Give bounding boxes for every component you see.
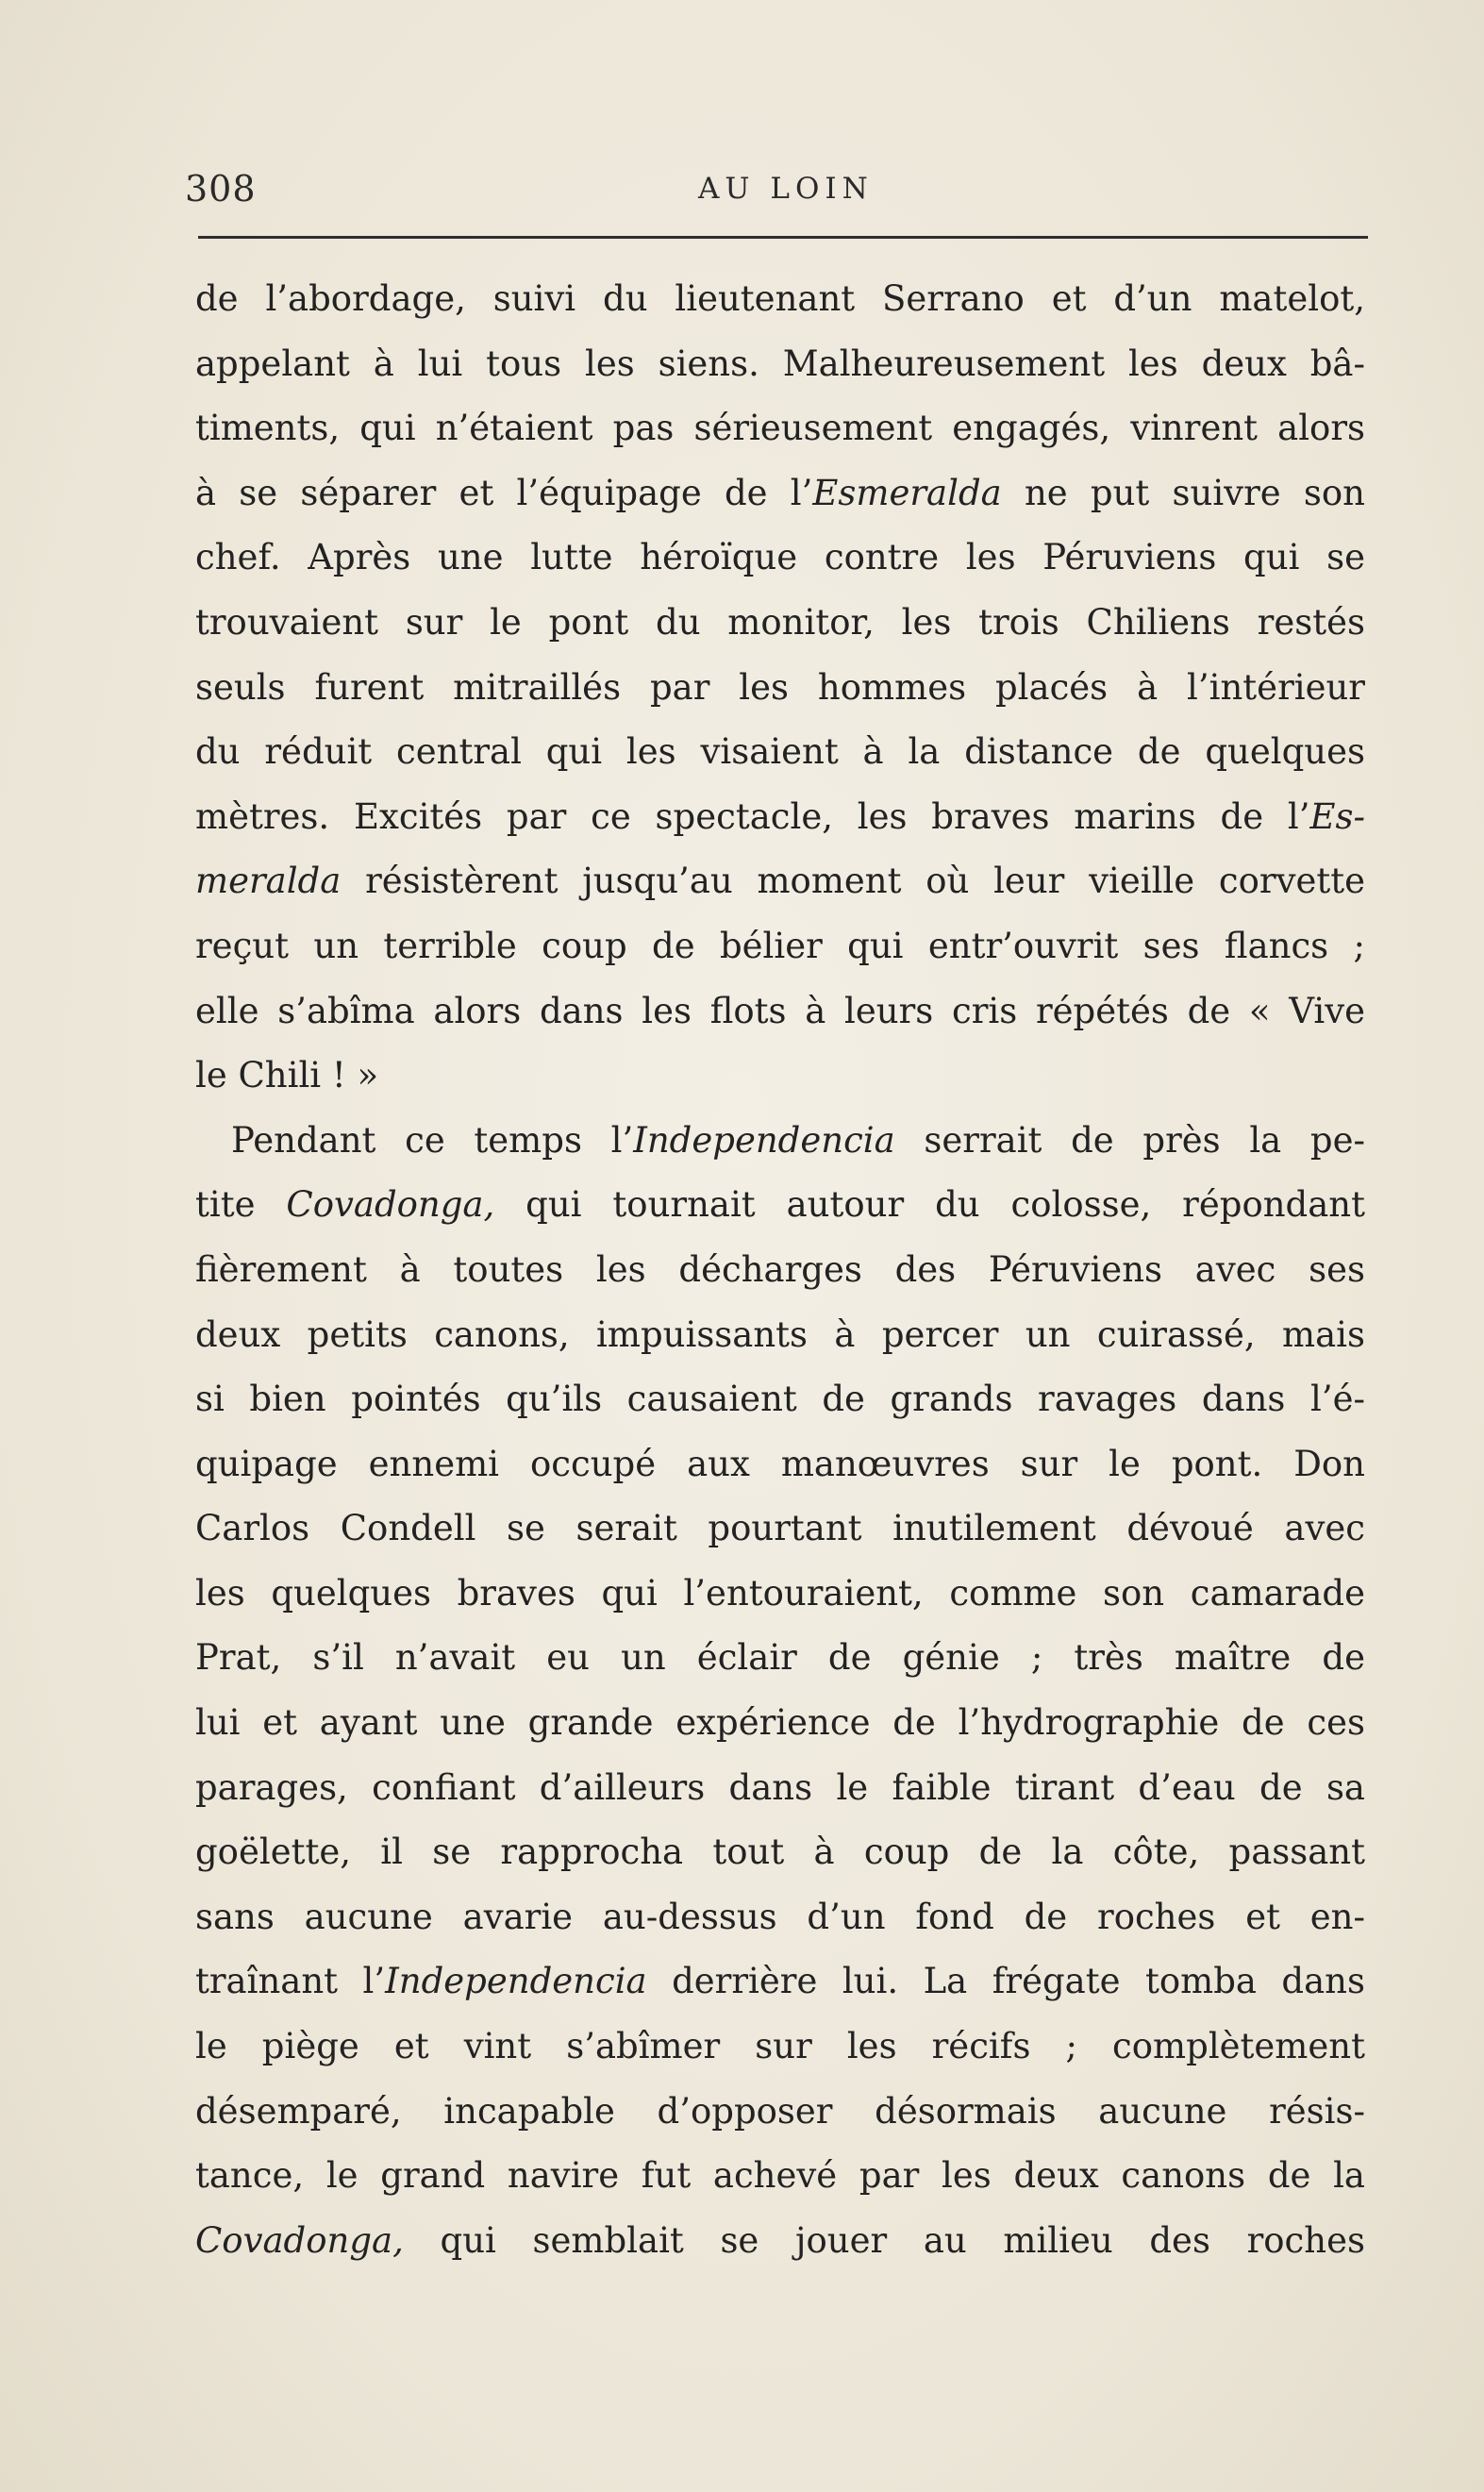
text-segment: ne put suivre son bbox=[1001, 472, 1365, 513]
text-line bbox=[195, 267, 1365, 332]
text-segment: seuls furent mitraillés par les hommes placés à l’intérieur bbox=[195, 666, 1365, 708]
text-segment: du réduit central qui les visaient à la distance de quelques bbox=[195, 731, 1365, 773]
text-segment: reçut un terrible coup de bélier qui entr’ouvrit ses flancs ; bbox=[195, 925, 1365, 966]
italic-text: meralda bbox=[195, 861, 342, 902]
text-segment: lui et ayant une grande expérience de l’hydrographie de ces bbox=[195, 1702, 1365, 1744]
text-line bbox=[195, 914, 1365, 979]
text-segment: goëlette, il se rapprocha tout à coup de la côte, passant bbox=[195, 1831, 1365, 1873]
italic-text: Independencia bbox=[633, 1119, 895, 1161]
text-segment: de l’abordage, suivi du lieutenant Serrano et d’un matelot, bbox=[195, 278, 1365, 319]
text-line bbox=[195, 2144, 1365, 2209]
text-line bbox=[195, 1044, 1365, 1109]
italic-text: Independencia bbox=[385, 1961, 647, 2002]
text-line bbox=[195, 2015, 1365, 2080]
text-segment: les quelques braves qui l’entouraient, comme son camarade bbox=[195, 1572, 1365, 1614]
text-segment: qui semblait se jouer au milieu des roches bbox=[403, 2219, 1365, 2261]
text-segment: le piège et vint s’abîmer sur les récifs ; complètement bbox=[195, 2026, 1365, 2067]
page-number: 308 bbox=[185, 168, 257, 209]
text-segment: Pendant ce temps l’ bbox=[231, 1119, 634, 1161]
text-segment: parages, confiant d’ailleurs dans le faible tirant d’eau de sa bbox=[195, 1766, 1365, 1808]
text-segment: trouvaient sur le pont du monitor, les trois Chiliens restés bbox=[195, 601, 1365, 643]
text-line bbox=[195, 1756, 1365, 1821]
body-text bbox=[195, 267, 1365, 2273]
text-line bbox=[195, 1562, 1365, 1627]
text-segment: qui tournait autour du colosse, répondant bbox=[494, 1184, 1365, 1226]
text-segment: traînant l’ bbox=[195, 1961, 386, 2002]
text-line bbox=[195, 1173, 1365, 1238]
italic-text: Covadonga, bbox=[195, 2219, 404, 2261]
text-line bbox=[195, 1367, 1365, 1432]
text-line bbox=[195, 332, 1365, 397]
italic-text: Esmeralda bbox=[812, 472, 1002, 513]
text-segment: fièrement à toutes les décharges des Péruviens avec ses bbox=[195, 1248, 1365, 1290]
text-line bbox=[195, 849, 1365, 914]
text-segment: serrait de près la pe- bbox=[894, 1119, 1366, 1161]
text-segment: sans aucune avarie au-dessus d’un fond de roches et en- bbox=[195, 1896, 1365, 1937]
text-line bbox=[195, 591, 1365, 656]
text-segment: Prat, s’il n’avait eu un éclair de génie ; très maître de bbox=[195, 1637, 1365, 1679]
text-line bbox=[195, 1238, 1365, 1303]
text-line bbox=[195, 526, 1365, 591]
text-segment: deux petits canons, impuissants à percer un cuirassé, mais bbox=[195, 1313, 1365, 1355]
text-line bbox=[195, 1626, 1365, 1691]
text-segment: si bien pointés qu’ils causaient de grands ravages dans l’é- bbox=[195, 1379, 1365, 1420]
text-line bbox=[195, 1432, 1365, 1497]
text-segment: Carlos Condell se serait pourtant inutilement dévoué avec bbox=[195, 1508, 1365, 1549]
italic-text: Covadonga, bbox=[286, 1184, 495, 1226]
text-segment: à se séparer et l’équipage de l’ bbox=[195, 472, 813, 513]
text-segment: mètres. Excités par ce spectacle, les braves marins de l’ bbox=[195, 795, 1310, 837]
text-line bbox=[195, 979, 1365, 1045]
text-line bbox=[195, 2209, 1365, 2274]
text-line bbox=[195, 785, 1365, 850]
text-segment: tite bbox=[195, 1184, 287, 1226]
text-line bbox=[195, 396, 1365, 461]
text-segment: chef. Après une lutte héroïque contre les Péruviens qui se bbox=[195, 537, 1365, 578]
text-segment: quipage ennemi occupé aux manœuvres sur le pont. Don bbox=[195, 1443, 1365, 1484]
text-segment: désemparé, incapable d’opposer désormais aucune résis- bbox=[195, 2090, 1365, 2132]
italic-text: Es- bbox=[1309, 795, 1365, 837]
running-title: AU LOIN bbox=[698, 172, 874, 206]
text-segment: timents, qui n’étaient pas sérieusement engagés, vinrent alors bbox=[195, 408, 1365, 449]
text-line bbox=[195, 1691, 1365, 1756]
text-line bbox=[195, 656, 1365, 721]
text-segment: résistèrent jusqu’au moment où leur vieille corvette bbox=[341, 861, 1365, 902]
text-line bbox=[195, 2080, 1365, 2145]
text-line bbox=[195, 1885, 1365, 1950]
text-segment: derrière lui. La frégate tomba dans bbox=[646, 1961, 1365, 2002]
text-line bbox=[195, 1303, 1365, 1368]
text-line bbox=[195, 461, 1365, 527]
text-line bbox=[195, 1949, 1365, 2015]
text-line bbox=[195, 1109, 1365, 1174]
text-segment: elle s’abîma alors dans les flots à leurs cris répétés de « Vive bbox=[195, 990, 1365, 1031]
text-line bbox=[195, 1820, 1365, 1885]
text-line bbox=[195, 720, 1365, 785]
text-segment: appelant à lui tous les siens. Malheureusement les deux bâ- bbox=[195, 343, 1365, 384]
header-rule bbox=[198, 236, 1368, 239]
page-header bbox=[185, 168, 1368, 215]
text-segment: tance, le grand navire fut achevé par les deux canons de la bbox=[195, 2155, 1365, 2197]
text-line bbox=[195, 1497, 1365, 1562]
text-segment: le Chili ! » bbox=[195, 1055, 379, 1096]
